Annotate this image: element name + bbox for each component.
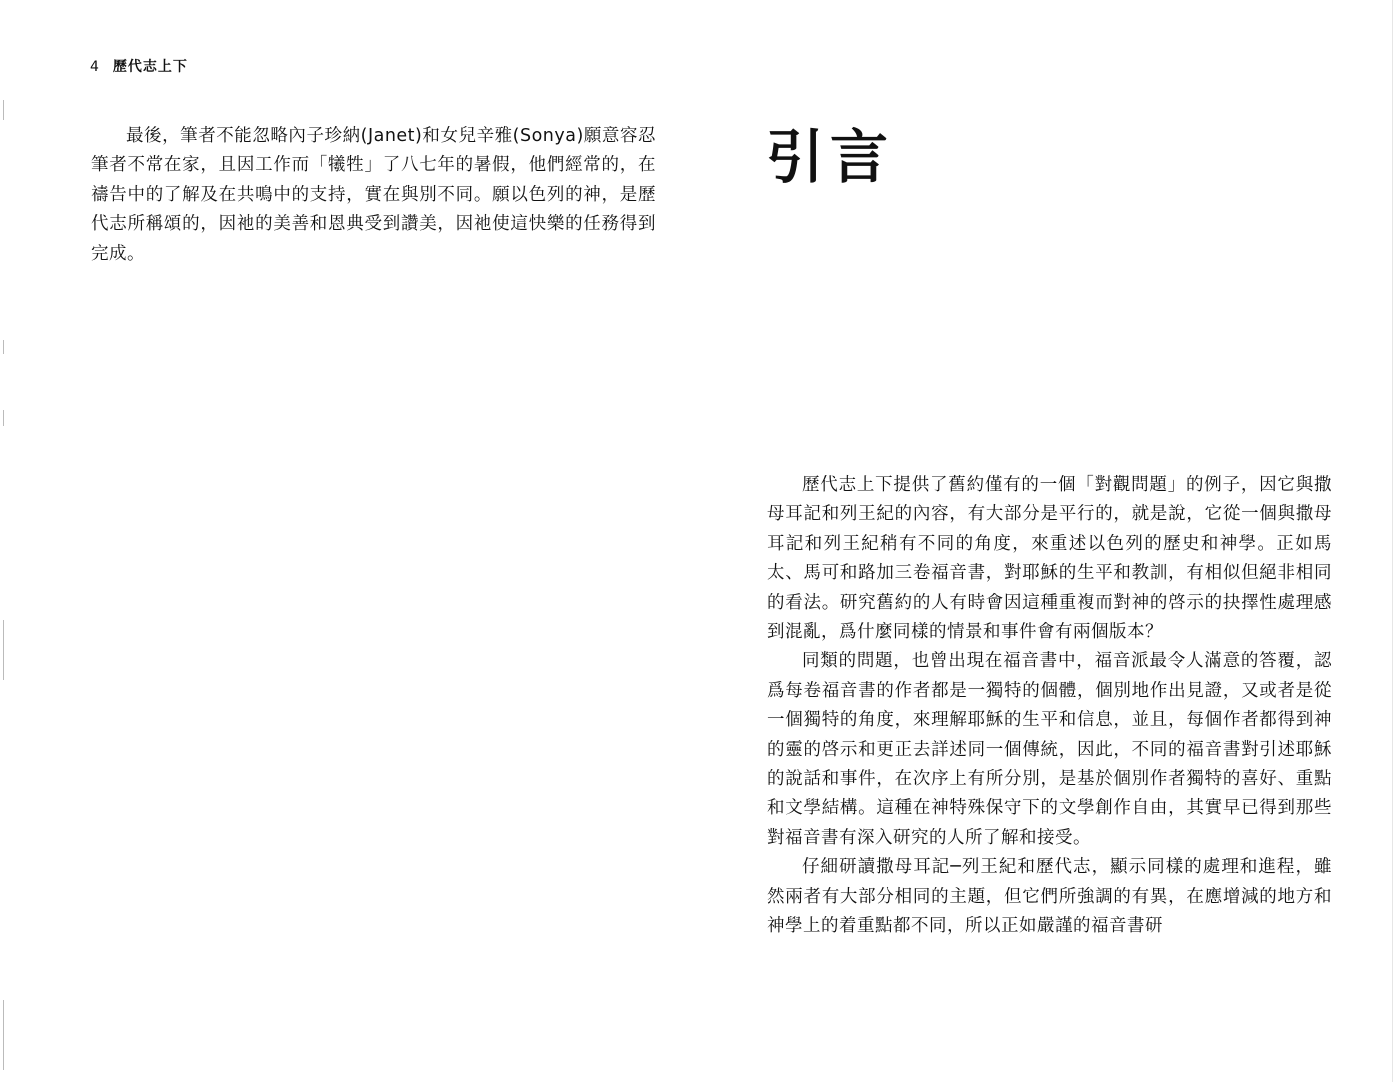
scan-edge-mark (3, 1000, 4, 1070)
paragraph: 歷代志上下提供了舊約僅有的一個「對觀問題」的例子，因它與撒母耳記和列王紀的內容，有大部分是平行的，就是說，它從一個與撒母耳記和列王紀稍有不同的角度，來重述以色列的歷史和神學。正如馬太、馬可和路加三卷福音書，對耶穌的生平和教訓，有相似但絕非相同的看法。研究舊約的人有時會因這種重複而對神的啓示的抉擇性處理感到混亂，爲什麼同樣的情景和事件會有兩個版本？ (767, 475, 1332, 643)
right-body-text (767, 471, 1332, 942)
page-number: 4 (90, 59, 99, 75)
running-header (90, 56, 188, 76)
paragraph: 同類的問題，也曾出現在福音書中，福音派最令人滿意的答覆，認爲每卷福音書的作者都是一獨特的個體，個別地作出見證，又或者是從一個獨特的角度，來理解耶穌的生平和信息，並且，每個作者都得到神的靈的啓示和更正去詳述同一個傳統，因此，不同的福音書對引述耶穌的說話和事件，在次序上有所分別，是基於個別作者獨特的喜好、重點和文學結構。這種在神特殊保守下的文學創作自由，其實早已得到那些對福音書有深入研究的人所了解和接受。 (767, 651, 1332, 848)
scan-edge-mark (3, 100, 4, 120)
paragraph: 仔細研讀撒母耳記─列王紀和歷代志，顯示同樣的處理和進程，雖然兩者有大部分相同的主題，但它們所強調的有異，在應增減的地方和神學上的着重點都不同，所以正如嚴謹的福音書研 (767, 857, 1332, 937)
left-body-text (91, 122, 656, 269)
scan-edge-mark (3, 620, 4, 680)
scan-edge-right (1392, 0, 1393, 1082)
chapter-title: 引言 (766, 123, 895, 191)
running-title: 歷代志上下 (112, 59, 188, 75)
scan-edge-mark (3, 340, 4, 354)
paragraph: 最後，筆者不能忽略內子珍納(Janet)和女兒辛雅(Sonya)願意容忍筆者不常在家，且因工作而「犧牲」了八七年的暑假，他們經常的，在禱告中的了解及在共鳴中的支持，實在與別不同。願以色列的神，是歷代志所稱頌的，因祂的美善和恩典受到讚美，因祂使這快樂的任務得到完成。 (91, 126, 656, 264)
scan-edge-mark (3, 410, 4, 426)
